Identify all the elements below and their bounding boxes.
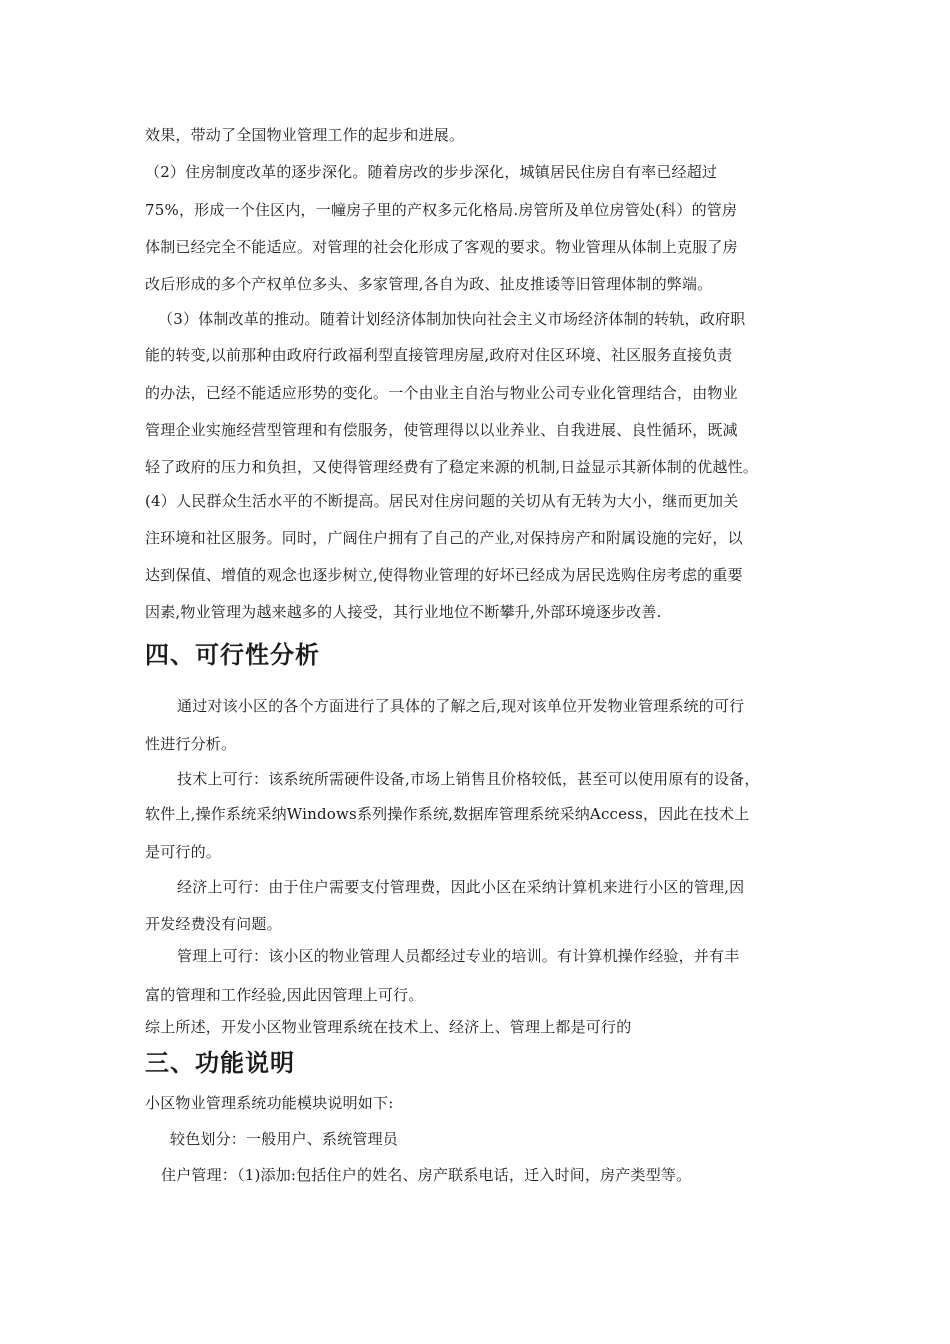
paragraph-line: (4）人民群众生活水平的不断提高。居民对住房问题的关切从有无转为大小，继而更加关 [145,492,739,510]
paragraph-line: 富的管理和工作经验,因此因管理上可行。 [145,986,424,1004]
paragraph-line: 效果，带动了全国物业管理工作的起步和进展。 [145,126,465,144]
paragraph-line: 较色划分：一般用户、系统管理员 [170,1130,399,1148]
paragraph-line: 经济上可行：由于住户需要支付管理费，因此小区在采纳计算机来进行小区的管理,因 [177,878,745,896]
paragraph-line: 小区物业管理系统功能模块说明如下: [145,1094,394,1112]
paragraph-line: 体制已经完全不能适应。对管理的社会化形成了客观的要求。物业管理从体制上克服了房 [145,238,738,256]
paragraph-line: 能的转变,以前那种由政府行政福利型直接管理房屋,政府对住区环境、社区服务直接负责 [145,346,733,364]
paragraph-line: 轻了政府的压力和负担，又使得管理经费有了稳定来源的机制,日益显示其新体制的优越性。 [145,458,758,476]
paragraph-line: 软件上,操作系统采纳Windows系列操作系统,数据库管理系统采纳Access，因此在技术上 [145,805,750,823]
paragraph-line: 改后形成的多个产权单位多头、多家管理,各自为政、扯皮推诿等旧管理体制的弊端。 [145,275,713,293]
paragraph-line: 管理上可行：该小区的物业管理人员都经过专业的培训。有计算机操作经验，并有丰 [177,947,740,965]
paragraph-line: 开发经费没有问题。 [145,915,282,933]
paragraph-line: 是可行的。 [145,843,222,861]
paragraph-line: 达到保值、增值的观念也逐步树立,使得物业管理的好坏已经成为居民选购住房考虑的重要 [145,566,743,584]
paragraph-line: 性进行分析。 [145,735,237,753]
paragraph-line: 的办法，已经不能适应形势的变化。一个由业主自治与物业公司专业化管理结合，由物业 [145,384,738,402]
paragraph-line: （3）体制改革的推动。随着计划经济体制加快向社会主义市场经济体制的转轨，政府职 [158,310,746,328]
paragraph-line: 管理企业实施经营型管理和有偿服务，使管理得以以业养业、自我进展、良性循环，既减 [145,421,738,439]
paragraph-line: 技术上可行：该系统所需硬件设备,市场上销售且价格较低，甚至可以使用原有的设备， [177,770,760,788]
paragraph-line: 75%，形成一个住区内，一幢房子里的产权多元化格局.房管所及单位房管处(科）的管房 [145,201,738,219]
paragraph-line: 因素,物业管理为越来越多的人接受，其行业地位不断攀升,外部环境逐步改善. [145,603,662,621]
section-heading: 三、功能说明 [145,1049,295,1077]
paragraph-line: 住户管理：（1)添加:包括住户的姓名、房产联系电话，迁入时间，房产类型等。 [161,1166,692,1184]
paragraph-line: 注环境和社区服务。同时，广阔住户拥有了自己的产业,对保持房产和附属设施的完好，以 [145,529,743,547]
paragraph-line: （2）住房制度改革的逐步深化。随着房改的步步深化，城镇居民住房自有率已经超过 [145,163,718,181]
paragraph-line: 通过对该小区的各个方面进行了具体的了解之后,现对该单位开发物业管理系统的可行 [177,697,745,715]
paragraph-line: 综上所述，开发小区物业管理系统在技术上、经济上、管理上都是可行的 [145,1018,632,1036]
section-heading: 四、可行性分析 [145,641,320,669]
